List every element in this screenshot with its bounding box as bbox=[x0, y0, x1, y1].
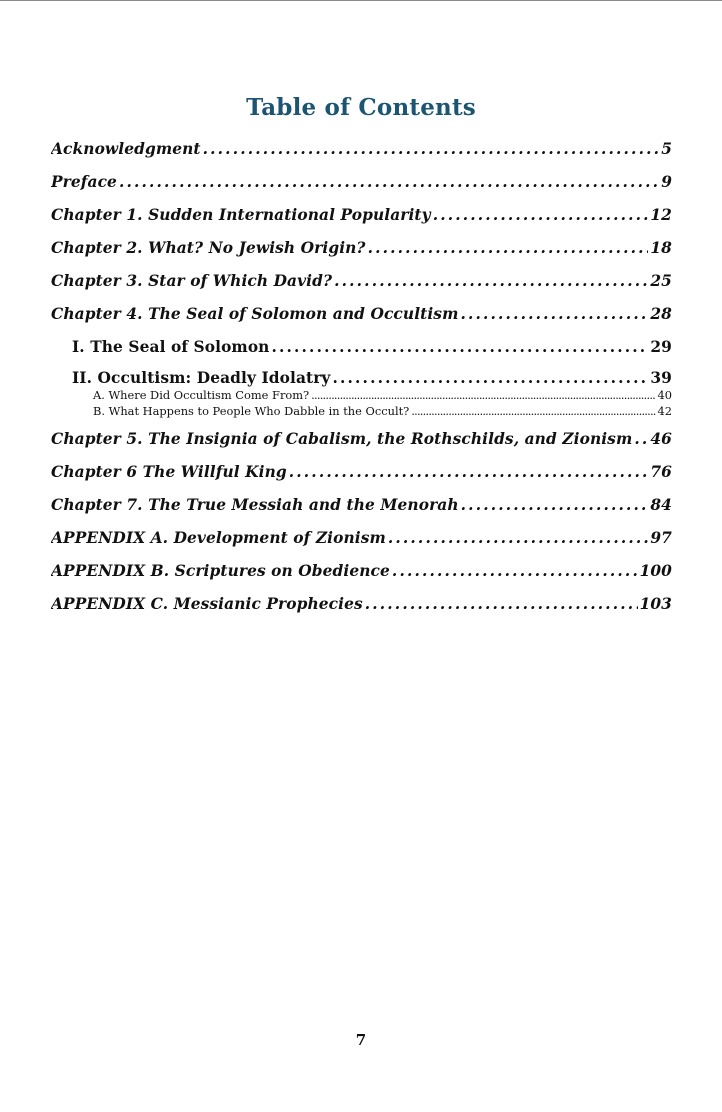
toc-entry-page: 100 bbox=[639, 562, 672, 580]
toc-entry-label: Chapter 6 The Willful King bbox=[51, 463, 287, 481]
toc-entry-page: 40 bbox=[657, 388, 672, 402]
dot-leader bbox=[411, 403, 655, 419]
toc-entry-page: 25 bbox=[650, 272, 672, 290]
toc-entry-label: APPENDIX A. Development of Zionism bbox=[51, 529, 386, 547]
toc-entry-chapter-1[interactable] bbox=[51, 204, 672, 237]
dot-leader bbox=[634, 428, 648, 450]
toc-entry-page: 39 bbox=[650, 369, 672, 387]
toc-entry-label: B. What Happens to People Who Dabble in the Occult? bbox=[93, 404, 410, 418]
toc-entry-page: 18 bbox=[650, 239, 672, 257]
top-border-rule bbox=[0, 0, 722, 1]
dot-leader bbox=[311, 387, 655, 403]
toc-entry-label: APPENDIX C. Messianic Prophecies bbox=[51, 595, 363, 613]
dot-leader bbox=[203, 138, 660, 160]
toc-entry-label: Preface bbox=[51, 173, 117, 191]
toc-entry-label: II. Occultism: Deadly Idolatry bbox=[72, 369, 331, 387]
toc-entry-page: 28 bbox=[650, 305, 672, 323]
toc-entry-page: 97 bbox=[650, 529, 672, 547]
dot-leader bbox=[461, 494, 649, 516]
page-title: Table of Contents bbox=[246, 94, 476, 121]
toc-entry-chapter-6[interactable] bbox=[51, 461, 672, 494]
toc-entry-page: 46 bbox=[650, 430, 672, 448]
toc-entry-acknowledgment[interactable] bbox=[51, 138, 672, 171]
dot-leader bbox=[368, 237, 649, 259]
toc-entry-page: 103 bbox=[639, 595, 672, 613]
dot-leader bbox=[289, 461, 649, 483]
toc-entry-label: Chapter 5. The Insignia of Cabalism, the Rothschilds, and Zionism bbox=[51, 430, 633, 448]
dot-leader bbox=[460, 303, 648, 325]
toc-entry-subsection-b[interactable] bbox=[51, 403, 672, 428]
toc-entry-section-ii[interactable] bbox=[51, 367, 672, 387]
toc-entry-label: Chapter 3. Star of Which David? bbox=[51, 272, 333, 290]
toc-entry-page: 84 bbox=[650, 496, 672, 514]
toc-entry-chapter-5[interactable] bbox=[51, 428, 672, 461]
toc-entry-appendix-b[interactable] bbox=[51, 560, 672, 593]
toc-entry-label: A. Where Did Occultism Come From? bbox=[93, 388, 310, 402]
toc-entry-page: 42 bbox=[657, 404, 672, 418]
toc-entry-label: Acknowledgment bbox=[51, 140, 201, 158]
page-number: 7 bbox=[355, 1031, 367, 1049]
toc-entry-page: 9 bbox=[661, 173, 672, 191]
toc-entry-label: Chapter 4. The Seal of Solomon and Occultism bbox=[51, 305, 459, 323]
dot-leader bbox=[271, 336, 648, 358]
toc-entry-subsection-a[interactable] bbox=[51, 387, 672, 403]
toc-entry-appendix-a[interactable] bbox=[51, 527, 672, 560]
toc-entry-section-i[interactable] bbox=[51, 336, 672, 367]
toc-entry-label: APPENDIX B. Scriptures on Obedience bbox=[51, 562, 390, 580]
toc-entry-preface[interactable] bbox=[51, 171, 672, 204]
dot-leader bbox=[388, 527, 649, 549]
toc-entry-page: 12 bbox=[650, 206, 672, 224]
table-of-contents bbox=[51, 138, 672, 626]
toc-entry-chapter-3[interactable] bbox=[51, 270, 672, 303]
dot-leader bbox=[119, 171, 659, 193]
toc-entry-chapter-4[interactable] bbox=[51, 303, 672, 336]
toc-entry-page: 5 bbox=[661, 140, 672, 158]
dot-leader bbox=[334, 270, 648, 292]
dot-leader bbox=[332, 367, 648, 387]
toc-entry-chapter-2[interactable] bbox=[51, 237, 672, 270]
toc-entry-label: Chapter 7. The True Messiah and the Menorah bbox=[51, 496, 459, 514]
toc-entry-page: 29 bbox=[650, 338, 672, 356]
toc-entry-chapter-7[interactable] bbox=[51, 494, 672, 527]
toc-entry-label: Chapter 2. What? No Jewish Origin? bbox=[51, 239, 366, 257]
toc-entry-page: 76 bbox=[650, 463, 672, 481]
dot-leader bbox=[392, 560, 638, 582]
dot-leader bbox=[433, 204, 649, 226]
toc-entry-appendix-c[interactable] bbox=[51, 593, 672, 626]
dot-leader bbox=[365, 593, 638, 615]
toc-entry-label: I. The Seal of Solomon bbox=[72, 338, 270, 356]
toc-entry-label: Chapter 1. Sudden International Popularity bbox=[51, 206, 431, 224]
